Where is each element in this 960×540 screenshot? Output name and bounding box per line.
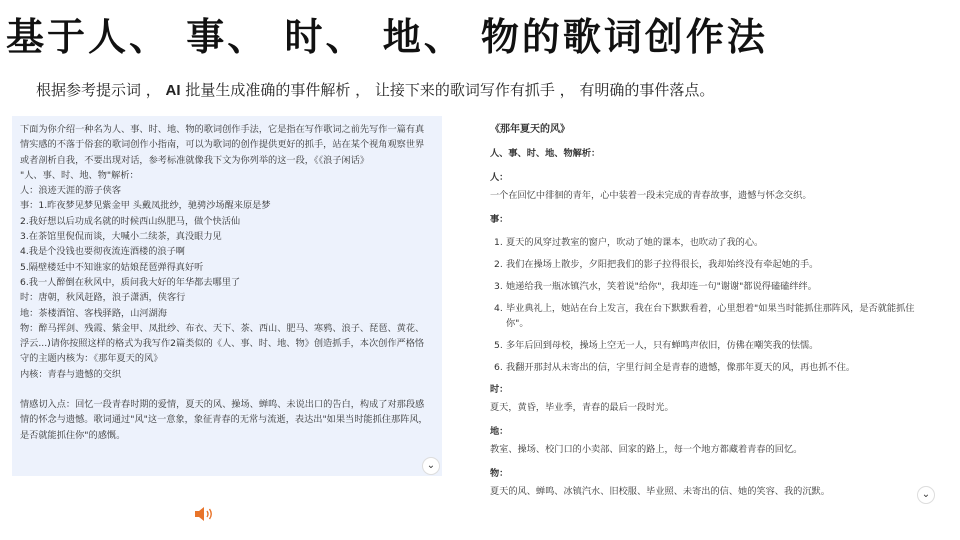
event-text: 多年后回到母校，操场上空无一人，只有蝉鸣声依旧，仿佛在嘲笑我的怯懦。 [506, 340, 819, 351]
event-number: 2. [494, 259, 503, 270]
prompt-line: 时：唐朝，秋风赶路，浪子潇洒，侠客行 [20, 292, 186, 304]
prompt-line: 物：醉马挥剑、残霞、紫金甲、凤批纱、布衣、天下、茶、西山、肥马、寒鸦、浪子、琵琶、黄花、 [20, 322, 425, 334]
place-label: 地： [490, 426, 509, 437]
speaker-icon[interactable] [194, 506, 214, 522]
event-text: 夏天的风穿过教室的窗户，吹动了她的课本，也吹动了我的心。 [506, 237, 764, 248]
event-text: 她递给我一瓶冰镇汽水，笑着说"给你"，我却连一句"谢谢"都说得磕磕绊绊。 [506, 281, 817, 292]
event-text: 我们在操场上散步，夕阳把我们的影子拉得很长，我却始终没有牵起她的手。 [506, 259, 819, 270]
prompt-closing-line: 是否就能抓住你"的感慨。 [20, 429, 126, 441]
time-label: 时： [490, 384, 509, 395]
prompt-line: 内核：青春与遗憾的交织 [20, 368, 122, 380]
prompt-line: 或者剖析自我，不要出现对话，参考标准就像我下文为你列举的这一段，《《浪子闲话》 [20, 154, 370, 166]
prompt-line: 3.在茶馆里倪侃而谈，大喊小二续茶，真没眼力见 [20, 231, 222, 243]
object-text: 夏天的风、蝉鸣、冰镇汽水、旧校服、毕业照、未寄出的信、她的笑容、我的沉默。 [490, 486, 830, 497]
event-list [490, 235, 935, 375]
place-text: 教室、操场、校门口的小卖部、回家的路上，每一个地方都藏着青春的回忆。 [490, 444, 803, 455]
prompt-closing-text [20, 397, 434, 443]
prompt-line: 下面为你介绍一种名为人、事、时、地、物的歌词创作手法，它是指在写作歌词之前先写作一篇有真 [20, 124, 425, 135]
subtitle-after: 批量生成准确的事件解析 ， 让接下来的歌词写作有抓手 ， 有明确的事件落点。 [180, 81, 715, 99]
analysis-heading: 人、事、时、地、物解析： [490, 148, 601, 159]
event-text: 毕业典礼上，她站在台上发言，我在台下默默看着，心里想着"如果当时能抓住那阵风，是否就能抓住你"。 [506, 303, 915, 329]
prompt-closing-line: 情感切入点：回忆一段青春时期的爱情，夏天的风、操场、蝉鸣、未说出口的告白，构成了对那段感 [20, 399, 425, 411]
person-text: 一个在回忆中徘徊的青年，心中装着一段未完成的青春故事，遗憾与怀念交织。 [490, 190, 812, 201]
event-label: 事： [490, 214, 509, 225]
chevron-down-icon[interactable]: ⌄ [422, 457, 440, 475]
page-subtitle [36, 79, 714, 100]
event-number: 5. [494, 340, 503, 351]
object-label: 物： [490, 468, 509, 479]
event-item [490, 257, 935, 272]
prompt-line: 情实感的不落于俗套的歌词创作小指南，可以为歌词的创作提供更好的抓手，站在某个视角观察世界 [20, 139, 425, 151]
event-item [490, 235, 935, 250]
prompt-line: 6.我一人醉倒在秋风中，质问我大好的年华都去哪里了 [20, 276, 241, 288]
response-panel [490, 118, 935, 499]
event-item [490, 360, 935, 375]
event-text: 我翻开那封从未寄出的信，字里行间全是青春的遗憾，像那年夏天的风，再也抓不住。 [506, 362, 856, 373]
prompt-text [20, 122, 434, 382]
prompt-line: 人：浪迹天涯的游子侠客 [20, 185, 122, 197]
prompt-line: 地：茶楼酒馆、客栈驿路，山河湖海 [20, 307, 167, 319]
prompt-line: 浮云...)请你按照这样的格式为我写作2篇类似的《人、事、时、地、物》创造抓手，本次创作严格恪 [20, 338, 425, 350]
prompt-line: "人、事、时、地、物"解析： [20, 169, 139, 181]
subtitle-ai: AI [165, 82, 181, 99]
time-text: 夏天，黄昏，毕业季，青春的最后一段时光。 [490, 402, 674, 413]
prompt-line: 4.我是个没钱也要彻夜流连酒楼的浪子啊 [20, 246, 185, 258]
event-number: 6. [494, 362, 503, 373]
prompt-line: 事：1.昨夜梦见梦见紫金甲 头戴凤批纱，驰骋沙场醒来原是梦 [20, 200, 271, 212]
page-title: 基于人、 事、 时、 地、 物的歌词创作法 [6, 15, 768, 59]
chevron-down-icon[interactable]: ⌄ [917, 486, 935, 504]
event-item [490, 338, 935, 353]
subtitle-before: 根据参考提示词 ， [36, 81, 166, 99]
prompt-panel [12, 116, 442, 476]
event-number: 1. [494, 237, 503, 248]
person-label: 人： [490, 172, 509, 183]
prompt-line: 守的主题内核为：《那年夏天的风》 [20, 353, 163, 365]
prompt-closing-line: 情的怀念与遗憾。歌词通过"风"这一意象，象征青春的无常与流逝，表达出"如果当时能抓住那阵风， [20, 414, 428, 426]
event-item [490, 301, 935, 331]
event-item [490, 279, 935, 294]
prompt-line: 5.隔壁楼廷中不知谁家的姑娘琵琶弹得真好听 [20, 261, 204, 273]
song-title: 《那年夏天的风》 [490, 124, 570, 135]
event-number: 3. [494, 281, 503, 292]
prompt-line: 2.我好想以后功成名就的时候西山纵肥马，做个快活仙 [20, 215, 241, 227]
event-number: 4. [494, 303, 503, 314]
